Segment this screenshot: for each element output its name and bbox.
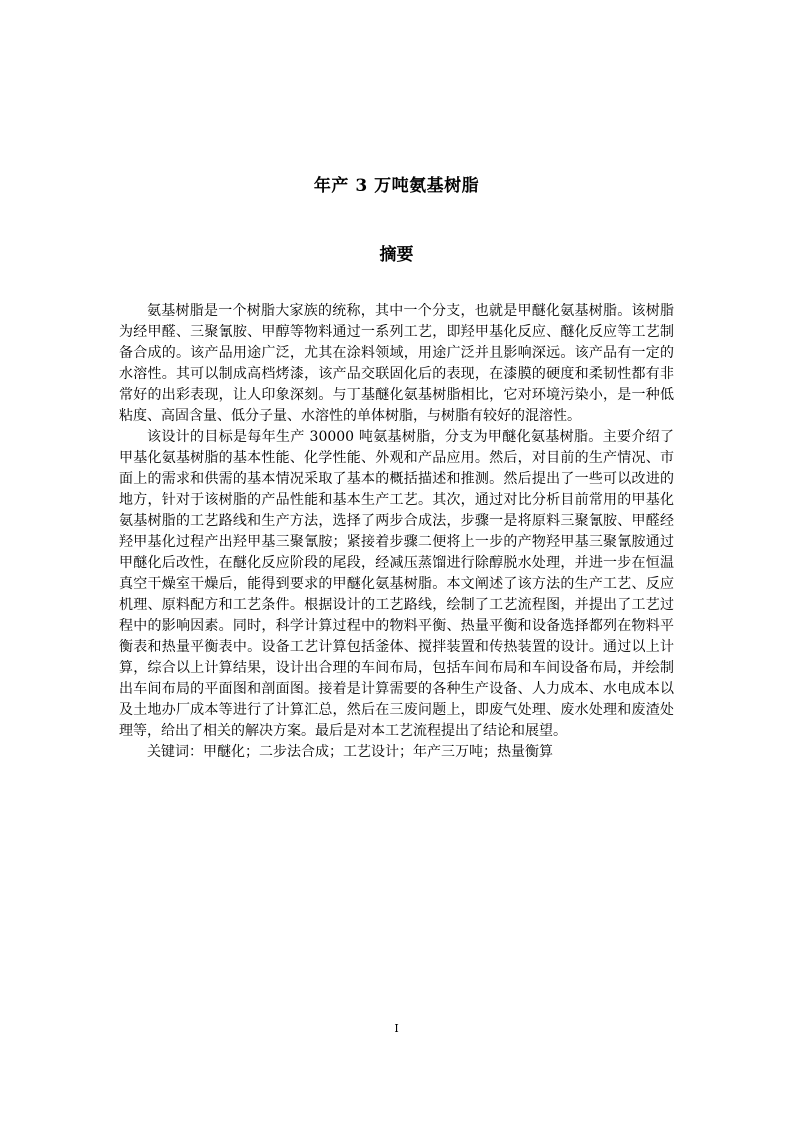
document-title: 年产 3 万吨氨基树脂 [313,176,480,196]
abstract-paragraph: 该设计的目标是每年生产 30000 吨氨基树脂，分支为甲醚化氨基树脂。主要介绍了甲基化氨基树脂的基本性能、化学性能、外观和产品应用。然后，对目前的生产情况、市面上的需求和供需的基本情况采取了基本的概括描述和推测。然后提出了一些可以改进的地方，针对于该树脂的产品性能和基本生产工艺。其次，通过对比分析目前常用的甲基化氨基树脂的工艺路线和生产方法，选择了两步合成法，步骤一是将原料三聚氰胺、甲醛经羟甲基化过程产出羟甲基三聚氰胺；紧接着步骤二便将上一步的产物羟甲基三聚氰胺通过甲醚化后改性，在醚化反应阶段的尾段，经减压蒸馏进行除醇脱水处理，并进一步在恒温真空干燥室干燥后，能得到要求的甲醚化氨基树脂。本文阐述了该方法的生产工艺、反应机理、原料配方和工艺条件。根据设计的工艺路线，绘制了工艺流程图，并提出了工艺过程中的影响因素。同时，科学计算过程中的物料平衡、热量平衡和设备选择都列在物料平衡表和热量平衡表中。设备工艺计算包括釜体、搅拌装置和传热装置的设计。通过以上计算，综合以上计算结果，设计出合理的车间布局，包括车间布局和车间设备布局，并绘制出车间布局的平面图和剖面图。接着是计算需要的各种生产设备、人力成本、水电成本以及土地办厂成本等进行了计算汇总，然后在三废问题上，即废气处理、废水处理和废渣处理等，给出了相关的解决方案。最后是对本工艺流程提出了结论和展望。 [119,429,674,739]
keywords-line: 关键词：甲醚化；二步法合成；工艺设计；年产三万吨；热量衡算 [147,744,553,760]
abstract-heading: 摘要 [379,245,414,265]
page-number: I [394,1022,399,1035]
abstract-paragraph: 氨基树脂是一个树脂大家族的统称，其中一个分支，也就是甲醚化氨基树脂。该树脂为经甲醛、三聚氰胺、甲醇等物料通过一系列工艺，即羟甲基化反应、醚化反应等工艺制备合成的。该产品用途广泛，尤其在涂料领域，用途广泛并且影响深远。该产品有一定的水溶性。其可以制成高档烤漆，该产品交联固化后的表现，在漆膜的硬度和柔韧性都有非常好的出彩表现，让人印象深刻。与丁基醚化氨基树脂相比，它对环境污染小，是一种低粘度、高固含量、低分子量、水溶性的单体树脂，与树脂有较好的混溶性。 [119,303,674,424]
abstract-body [119,301,674,763]
